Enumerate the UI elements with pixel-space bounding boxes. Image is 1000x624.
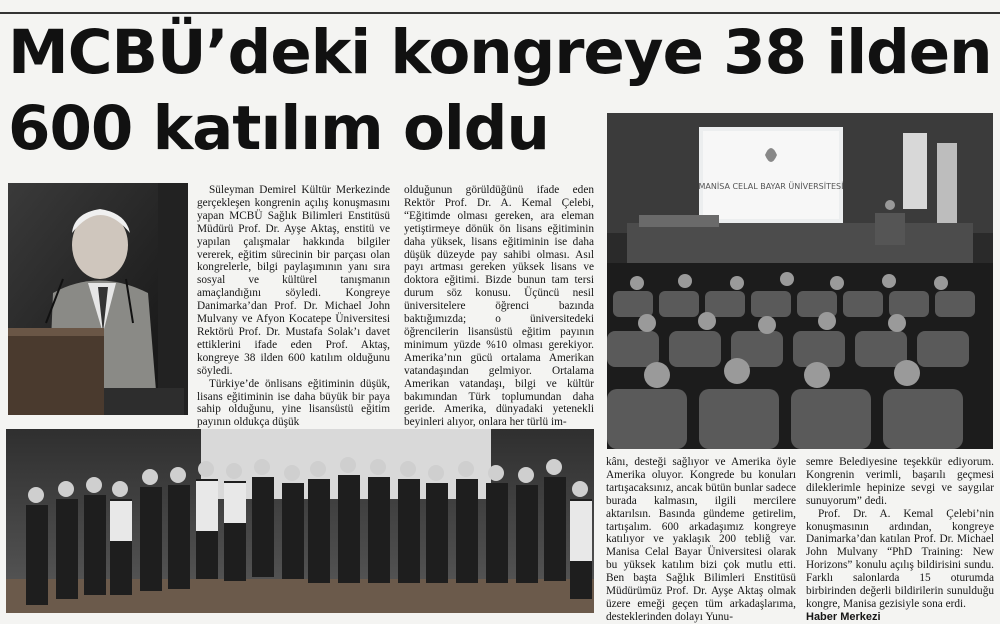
article-column-3 (606, 456, 796, 624)
article-paragraph: Süleyman Demirel Kültür Merkezinde gerçekleşen kongrenin açılış konuşmasını yapan MCBÜ Sağlık Bilimleri Enstitüsü Müdürü Prof. Dr. Ayşe Aktaş, enstitü ve yapılan çalışmalar hakkında bilgiler vererek, eğitim sürecinin bir parçası olan kongrelerle, bilgi paylaşımının yanı sıra sosyal ve kültürel tanışmanın amaçlandığını söyledi. Kongreye Danimarka’dan Prof. Dr. Michael John Mulvany ve Afyon Kocatepe Üniversitesi Rektörü Prof. Dr. Mustafa Solak’ı davet ettiklerini ifade eden Prof. Aktaş, kongreye 38 ilden 600 katılım olduğunu söyledi. (197, 184, 390, 377)
article-column-4 (806, 456, 994, 624)
group-photo (6, 429, 594, 613)
screen-logo-text: MANİSA CELAL BAYAR ÜNİVERSİTESİ (698, 182, 844, 191)
article-paragraph: Prof. Dr. A. Kemal Çelebi’nin konuşmasının ardından, kongreye Danimarka’dan katılan Prof. Dr. Michael John Mulvany “PhD Training: New Horizons” konulu açılış bildirisini sundu. Farklı salonlarda 15 oturumda birbirinden değerli bildirilerin sunulduğu kongre, Manisa gezisiyle sona erdi. (806, 507, 994, 610)
article-column-2 (404, 184, 594, 429)
article-column-1 (197, 184, 390, 429)
headline-line-1: MCBÜ’deki kongreye 38 ilden (8, 17, 992, 88)
article-paragraph: Türkiye’de önlisans eğitiminin düşük, lisans eğitiminin ise daha büyük bir paya sahip olduğunu, yine lisansüstü eğitim payının oldukça düşük (197, 377, 390, 429)
article-paragraph: olduğunun görüldüğünü ifade eden Rektör Prof. Dr. A. Kemal Çelebi, “Eğitimde olması gereken, ara eleman yetiştirmeye dönük ön lisans eğitiminin daha yüksek, lisans eğitiminin ise daha düşük düzeyde pay sahibi olması. Asıl payı artması gereken yüksek lisans ve doktora eğitimi. Bizde bunun tam tersi durum söz konusu. Üçüncü nesil üniversitelere öğrenci bazında baktığımızda; o üniversitedeki öğrencilerin lisansüstü eğitim payının minimum yüzde %10 olması gerekiyor. Amerika’nın gücü ortalama Amerikan vatandaşından gelmiyor. Ortalama Amerikan vatandaşı, bilgi ve kültür bakımından Türk toplumundan daha geride. Amerika, dünyadaki yetenekli beyinleri alıyor, onlara her türlü im- (404, 184, 594, 429)
headline-line-2: 600 katılım oldu (8, 93, 549, 164)
article-paragraph: kânı, desteği sağlıyor ve Amerika öyle Amerika oluyor. Kongrede bu konuları tartışacaksınız, ancak bütün bunlar sadece burada kalmasın, ilgili mercilere aktarılsın. Basında gündeme getirelim, tartışalım. 600 arkadaşımız kongreye katılıyor ve yaklaşık 200 tebliğ var. Manisa Celal Bayar Üniversitesi olarak bu yüksek katılım bizi çok mutlu etti. Ben başta Sağlık Bilimleri Enstitüsü Müdürümüz Prof. Dr. Ayşe Aktaş olmak üzere emeği geçen tüm arkadaşlarıma, desteklerinden dolayı Yunu- (606, 456, 796, 623)
byline: Haber Merkezi (806, 610, 881, 623)
conference-hall-photo (607, 113, 993, 449)
top-rule (0, 12, 1000, 14)
article-paragraph: semre Belediyesine teşekkür ediyorum. Kongrenin verimli, başarılı geçmesi dileklerimle hepinize sevgi ve saygılar sunuyorum” dedi. (806, 456, 994, 507)
speaker-photo (8, 183, 188, 415)
